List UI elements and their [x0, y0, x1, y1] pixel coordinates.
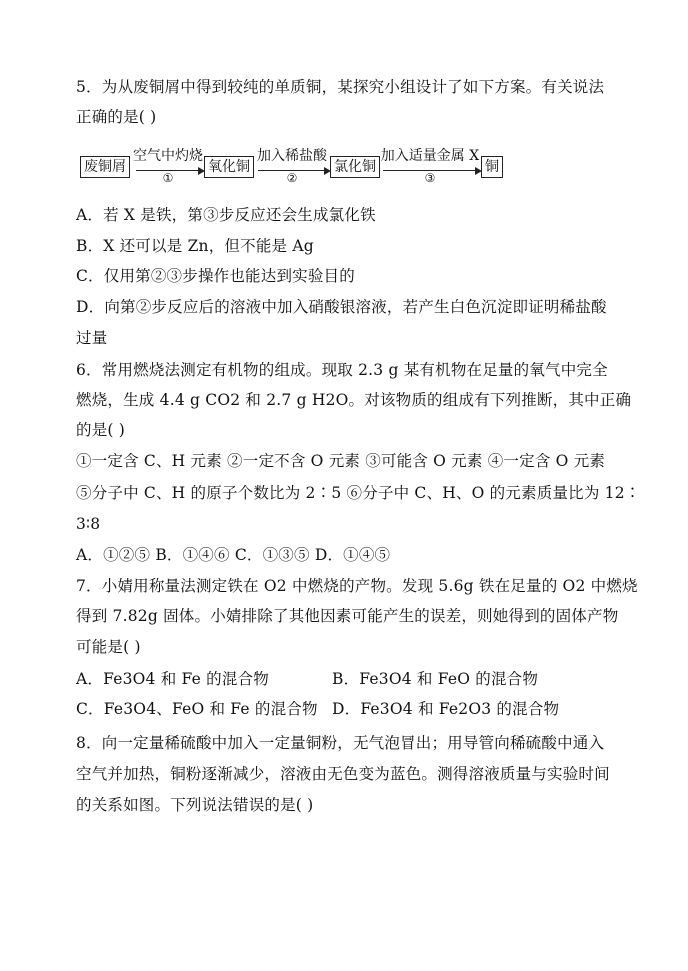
q5-option-a: A．若 X 是铁，第③步反应还会生成氯化铁	[76, 206, 376, 224]
q6-stem-line3: 的是( )	[76, 421, 126, 439]
q6-stem-line2: 燃烧，生成 4.4 g CO2 和 2.7 g H2O。对该物质的组成有下列推断，其中正确	[76, 391, 632, 409]
q5-option-c: C．仅用第②③步操作也能达到实验目的	[76, 267, 355, 285]
q6-options: A．①②⑤ B．①④⑥ C．①③⑤ D．①④⑤	[76, 546, 391, 564]
q5-option-b: B．X 还可以是 Zn，但不能是 Ag	[76, 237, 314, 255]
q6-statements-line3: 3∶8	[76, 515, 101, 533]
flow-arrow-2-condition: 加入稀盐酸	[257, 148, 327, 164]
q7-option-d: D．Fe3O4 和 Fe2O3 的混合物	[332, 700, 560, 718]
q7-option-b: B．Fe3O4 和 FeO 的混合物	[332, 670, 539, 688]
flow-arrow-1	[132, 148, 204, 188]
flow-arrow-2-step: ②	[286, 171, 298, 185]
q5-option-d-line1: D．向第②步反应后的溶液中加入硝酸银溶液，若产生白色沉淀即证明稀盐酸	[76, 298, 607, 316]
q7-stem-line1: 7．小婧用称量法测定铁在 O2 中燃烧的产物。发现 5.6g 铁在足量的 O2 中燃烧	[76, 577, 638, 595]
flow-box-scrap-copper: 废铜屑	[80, 156, 130, 178]
q7-stem-line3: 可能是( )	[76, 638, 141, 656]
q5-stem-line2: 正确的是( )	[76, 108, 157, 126]
q5-option-d-line2: 过量	[76, 329, 108, 347]
q7-stem-line2: 得到 7.82g 固体。小婧排除了其他因素可能产生的误差，则她得到的固体产物	[76, 607, 619, 625]
flow-box-copper-oxide: 氧化铜	[204, 156, 254, 178]
q5-flow-diagram	[80, 148, 510, 188]
q6-stem-line1: 6．常用燃烧法测定有机物的组成。现取 2.3 g 某有机物在足量的氧气中完全	[76, 361, 608, 379]
q6-statements-line1: ①一定含 C、H 元素 ②一定不含 O 元素 ③可能含 O 元素 ④一定含 O 元素	[76, 452, 606, 470]
q6-statements-line2: ⑤分子中 C、H 的原子个数比为 2∶5 ⑥分子中 C、H、O 的元素质量比为 12∶	[76, 484, 641, 502]
flow-box-copper-chloride: 氯化铜	[330, 156, 380, 178]
flow-arrow-3-condition: 加入适量金属 X	[380, 148, 480, 164]
flow-box-copper: 铜	[481, 156, 503, 178]
q7-option-a: A．Fe3O4 和 Fe 的混合物	[76, 670, 269, 688]
q5-stem-line1: 5．为从废铜屑中得到较纯的单质铜，某探究小组设计了如下方案。有关说法	[76, 78, 605, 96]
q8-stem-line3: 的关系如图。下列说法错误的是( )	[76, 796, 314, 814]
q8-stem-line2: 空气并加热，铜粉逐渐减少，溶液由无色变为蓝色。测得溶液质量与实验时间	[76, 765, 610, 783]
flow-arrow-3	[379, 148, 481, 188]
q7-option-c: C．Fe3O4、FeO 和 Fe 的混合物	[76, 700, 318, 718]
flow-arrow-1-condition: 空气中灼烧	[133, 148, 203, 164]
flow-arrow-3-step: ③	[424, 171, 436, 185]
flow-arrow-1-step: ①	[162, 171, 174, 185]
q8-stem-line1: 8．向一定量稀硫酸中加入一定量铜粉，无气泡冒出；用导管向稀硫酸中通入	[76, 734, 605, 752]
flow-arrow-2	[254, 148, 330, 188]
